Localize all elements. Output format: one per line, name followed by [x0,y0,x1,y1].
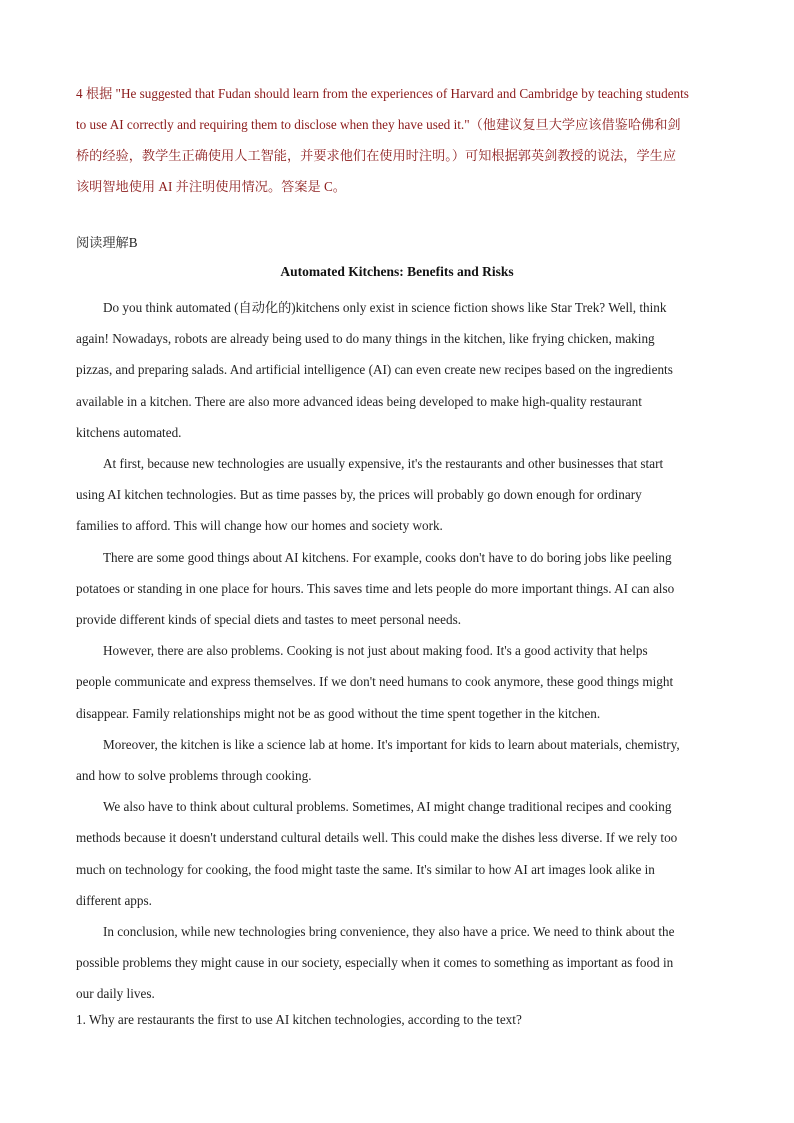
text-line: much on technology for cooking, the food might taste the same. It's similar to how AI art images look alike in [76,861,655,877]
paragraph-3 [76,542,726,636]
text-line: provide different kinds of special diets and tastes to meet personal needs. [76,612,462,628]
paragraph-7 [76,916,726,1010]
text-line: available in a kitchen. There are also more advanced ideas being developed to make high-quality restaurant [76,393,642,409]
text-line: kitchens automated. [76,424,182,440]
article-body [76,292,726,1010]
text-line: again! Nowadays, robots are already being used to do many things in the kitchen, like frying chicken, making [76,331,655,347]
text-line: different apps. [76,892,152,908]
text-line: using AI kitchen technologies. But as time passes by, the prices will probably go down enough for ordinary [76,487,642,503]
text-line: potatoes or standing in one place for hours. This saves time and lets people do more important things. AI can also [76,580,675,596]
text-line: Do you think automated (自动化的)kitchens only exist in science fiction shows like Star Trek? Well, think [103,300,667,315]
text-line: and how to solve problems through cooking. [76,768,312,784]
text-line: pizzas, and preparing salads. And artificial intelligence (AI) can even create new recipes based on the ingredients [76,362,673,378]
answer-line: 4 根据 "He suggested that Fudan should learn from the experiences of Harvard and Cambridge by teaching students [76,86,689,101]
text-line: disappear. Family relationships might not be as good without the time spent together in the kitchen. [76,705,601,721]
article-title: Automated Kitchens: Benefits and Risks [280,264,514,279]
text-line: possible problems they might cause in our society, especially when it comes to something as important as food in [76,955,674,971]
paragraph-5 [76,729,726,791]
text-line: We also have to think about cultural problems. Sometimes, AI might change traditional recipes and cooking [103,799,672,815]
paragraph-6 [76,791,726,916]
text-line: In conclusion, while new technologies bring convenience, they also have a price. We need to think about the [103,924,675,940]
text-line: methods because it doesn't understand cultural details well. This could make the dishes less diverse. If we rely too [76,830,678,846]
paragraph-4 [76,635,726,729]
text-line: Moreover, the kitchen is like a science lab at home. It's important for kids to learn about materials, chemistry, [103,736,680,752]
answer-line: to use AI correctly and requiring them to disclose when they have used it."（他建议复旦大学应该借鉴哈佛和剑 [76,117,681,132]
answer-line: 该明智地使用 AI 并注明使用情况。答案是 C。 [76,179,346,194]
question-1: 1. Why are restaurants the first to use AI kitchen technologies, according to the text? [76,1012,522,1027]
text-line: At first, because new technologies are usually expensive, it's the restaurants and other businesses that start [103,456,664,472]
answer-explanation [76,78,726,202]
text-line: people communicate and express themselves. If we don't need humans to cook anymore, these good things might [76,674,674,690]
text-line: families to afford. This will change how our homes and society work. [76,518,443,534]
text-line: There are some good things about AI kitchens. For example, cooks don't have to do boring jobs like peeling [103,549,672,565]
paragraph-2 [76,448,726,542]
section-label: 阅读理解B [76,235,138,250]
paragraph-1 [76,292,726,448]
text-line: our daily lives. [76,986,155,1002]
answer-line: 桥的经验，教学生正确使用人工智能，并要求他们在使用时注明。）可知根据郭英剑教授的说法，学生应 [76,148,677,163]
text-line: However, there are also problems. Cooking is not just about making food. It's a good activity that helps [103,643,648,659]
